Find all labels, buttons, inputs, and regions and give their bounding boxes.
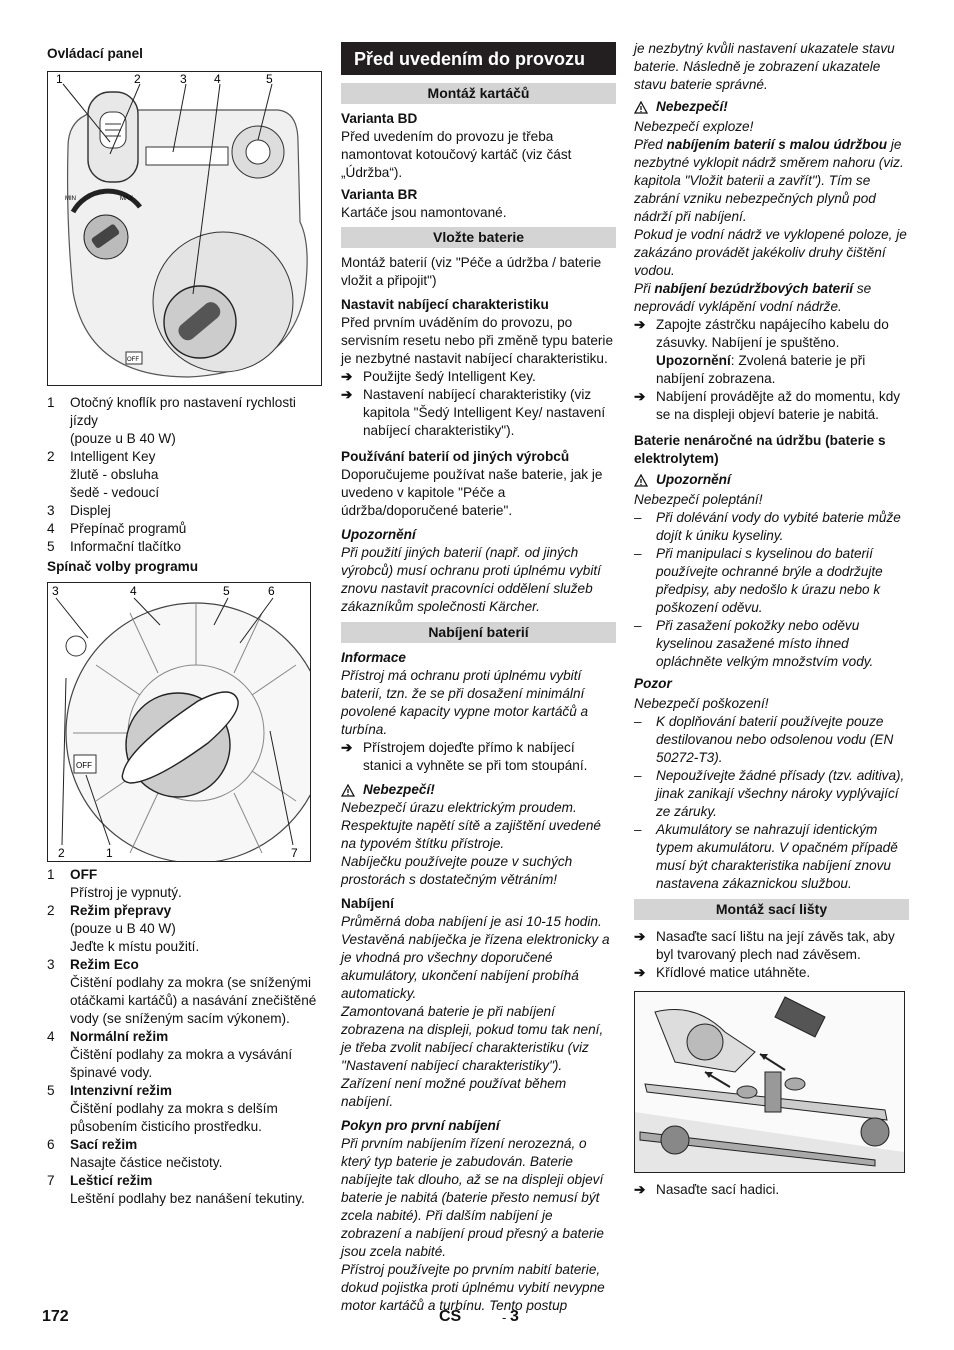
item-text: Displej [70, 503, 111, 518]
dial-min-text: MIN [65, 196, 76, 202]
heading-brush-mount: Montáž kartáčů [341, 83, 616, 104]
dash-text: Akumulátory se nahrazují identickým typem akumulátoru. V opačném případě musí být charakteristika nabíjení znovu nastavena zákaznickou službou. [656, 822, 898, 891]
step-text: Nasaďte sací lištu na její závěs tak, aby byl tvarovaný plech nad závěsem. [656, 929, 895, 962]
arrow-icon: ➔ [634, 965, 646, 980]
arrow-icon: ➔ [634, 929, 646, 944]
item-number: 4 [47, 521, 55, 536]
item-number [47, 1046, 70, 1082]
list-item [47, 884, 322, 902]
item-number: 6 [47, 1137, 55, 1152]
danger-text-1: Nebezpečí úrazu elektrickým proudem. Respektujte napětí sítě a zajištění uvedené na typovém štítku přístroje. [341, 800, 601, 851]
caution-title: Upozornění [656, 472, 731, 487]
warning-triangle-icon [634, 474, 648, 487]
explosion-danger-title: Nebezpečí! [656, 99, 728, 114]
list-item [47, 956, 322, 974]
fig2-label-bottom-7: 7 [291, 846, 298, 860]
item-text: žlutě - obsluha [70, 467, 159, 482]
list-item [47, 394, 322, 430]
item-number [47, 484, 70, 502]
footer-separator: - [502, 1310, 507, 1325]
item-title: Intenzivní režim [70, 1083, 172, 1098]
fig2-label-top-4: 4 [130, 584, 137, 598]
charging-text-2: Zamontovaná baterie je při nabíjení zobrazena na displeji, pokud tomu tak není, je třeba zvolit nabíjecí charakteristiku (viz "Nastavení nabíjecí charakteristiky"). [341, 1004, 604, 1073]
section-page-number: 3 [510, 1308, 519, 1325]
dash-text: Nepoužívejte žádné přísady (tzv. aditiva), jinak zanikají všechny nároky vyplývající ze záruky. [656, 768, 905, 819]
fig2-label-bottom-2: 2 [58, 846, 65, 860]
pozor-title: Pozor [634, 676, 672, 691]
charge-until-step: ➔ Nabíjení provádějte až do momentu, kdy se na displeji objeví baterie je nabitá. [634, 389, 901, 422]
danger-heading [341, 781, 616, 799]
warning-triangle-icon [634, 101, 648, 114]
charging-text-3: Zařízení není možné používat během nabíjení. [341, 1076, 567, 1109]
item-text: Čištění podlahy za mokra s delším působením čisticího prostředku. [70, 1101, 278, 1134]
first-charge-title: Pokyn pro první nabíjení [341, 1118, 500, 1133]
item-title: Sací režim [70, 1137, 138, 1152]
caution-text: Nebezpečí poleptání! [634, 492, 763, 507]
list-item [47, 520, 322, 538]
list-item [47, 902, 322, 920]
variant-br-text: Kartáče jsou namontované. [341, 205, 507, 220]
item-title: Režim přepravy [70, 903, 172, 918]
list-item [47, 1082, 322, 1100]
list-item [47, 938, 322, 956]
variant-bd-title: Varianta BD [341, 111, 418, 126]
item-number: 5 [47, 539, 55, 554]
charge-char-text: Před prvním uváděním do provozu, po servisním resetu nebo při změně typu baterie je nezbytné nastavit nabíjecí charakteristiku. [341, 315, 614, 366]
dash-item [634, 545, 909, 617]
item-text: Nasajte částice nečistoty. [70, 1155, 223, 1170]
item-number: 1 [47, 867, 55, 882]
step-text: Použijte šedý Intelligent Key. [363, 369, 536, 384]
list-item [47, 920, 322, 938]
danger-text-2: Nabíječku používejte pouze v suchých prostorách s dostatečným větráním! [341, 854, 573, 887]
caution-heading [634, 471, 909, 489]
dash-text: K doplňování baterií používejte pouze destilovanou nebo odsolenou vodu (EN 50272-T3). [656, 714, 894, 765]
panel-title: Ovládací panel [47, 46, 143, 61]
step-item [634, 964, 909, 982]
charge-char-title: Nastavit nabíjecí charakteristiku [341, 297, 549, 312]
item-text: Přístroj je vypnutý. [70, 885, 182, 900]
pozor-text: Nebezpečí poškození! [634, 696, 769, 711]
list-item [47, 466, 322, 484]
item-text: Otočný knoflík pro nastavení rychlosti jízdy [70, 395, 296, 428]
dash-item [634, 821, 909, 893]
item-number: 1 [47, 395, 55, 410]
dash-item [634, 617, 909, 671]
list-item [47, 448, 322, 466]
item-number [47, 938, 70, 956]
damage-warning-list [634, 713, 909, 893]
dash-item [634, 713, 909, 767]
list-item [47, 430, 322, 448]
squeegee-figure [634, 991, 905, 1173]
step-text: Křídlové matice utáhněte. [656, 965, 811, 980]
low-maintenance-text: Před nabíjením baterií s malou údržbou je nezbytné vyklopit nádrž směrem nahoru (viz. kapitola "Vložit baterii a zavřít"). Tím se zabrání vzniku nebezpečných plynů pod nádrží při nabíjení. [634, 137, 904, 224]
squeegee-steps [634, 928, 909, 982]
explosion-danger-heading [634, 98, 909, 116]
variant-br-title: Varianta BR [341, 187, 418, 202]
item-number: 2 [47, 903, 55, 918]
explosion-danger-text: Nebezpečí exploze! [634, 119, 754, 134]
step-item [634, 928, 909, 964]
item-text: (pouze u B 40 W) [70, 431, 176, 446]
list-item [47, 1028, 322, 1046]
heading-insert-battery: Vložte baterie [341, 227, 616, 248]
item-title: Režim Eco [70, 957, 139, 972]
dash-text: Při manipulaci s kyselinou do baterií používejte ochranné brýle a dodržujte předpisy, aby nedošlo k úrazu nebo k poškození oděvu. [656, 546, 883, 615]
fig1-label-1: 1 [56, 72, 63, 86]
hose-step: ➔ Nasaďte sací hadici. [634, 1182, 780, 1197]
fig2-label-top-6: 6 [268, 584, 275, 598]
fig1-label-2: 2 [134, 72, 141, 86]
step-item [341, 368, 616, 386]
step-item [341, 386, 616, 440]
switch-title: Spínač volby programu [47, 559, 199, 574]
info-title: Informace [341, 650, 406, 665]
program-switch-drawing [48, 583, 310, 861]
item-number [47, 1154, 70, 1172]
variant-bd-text: Před uvedením do provozu je třeba namontovat kotoučový kartáč (viz část „Údržba“). [341, 129, 572, 180]
program-switch-figure [47, 582, 311, 862]
heading-charging: Nabíjení baterií [341, 622, 616, 643]
item-number: 4 [47, 1029, 55, 1044]
page-number: 172 [42, 1308, 69, 1325]
first-charge-text-1: Při prvním nabíjením řízení nerozezná, o který typ baterie je zabudován. Baterie nabíjejte tak dlouho, až se na displeji objeví baterie je nabitá (baterie přesto nemusí být zcela nabité). Při dalším nabíjení je zobrazení a nabíjení proud přesný a baterie jsou zcela nabité. [341, 1136, 604, 1259]
item-number [47, 1190, 70, 1208]
item-number [47, 974, 70, 1028]
acid-warning-list [634, 509, 909, 671]
list-item [47, 1172, 322, 1190]
fig2-label-top-5: 5 [223, 584, 230, 598]
arrow-icon: ➔ [341, 369, 353, 384]
charging-title: Nabíjení [341, 896, 394, 911]
item-number: 3 [47, 957, 55, 972]
dash-bullet: – [634, 714, 642, 729]
item-text: Intelligent Key [70, 449, 156, 464]
item-text: Leštění podlahy bez nanášení tekutiny. [70, 1191, 305, 1206]
note-text: Při použití jiných baterií (např. od jiných výrobců) musí ochranu proti úplnému vybití znovu nastavit pracovníci oddělení služeb zákazníkům společnosti Kärcher. [341, 545, 601, 614]
fig1-label-5: 5 [266, 72, 273, 86]
charge-char-steps [341, 368, 616, 440]
control-panel-drawing [48, 72, 321, 385]
dash-item [634, 509, 909, 545]
info-text: Přístroj má ochranu proti úplnému vybití baterií, tzn. že se při dosažení minimální povolené kapacity vypne motor kartáčů a turbína. [341, 668, 589, 737]
step-text: Nastavení nabíjecí charakteristiky (viz kapitola "Šedý Intelligent Key/ nastavení nabíjecí charakteristiky"). [363, 387, 606, 438]
language-code: CS [439, 1308, 462, 1325]
item-text: (pouze u B 40 W) [70, 921, 176, 936]
other-battery-title: Používání baterií od jiných výrobců [341, 449, 570, 464]
tilt-warning-text: Pokud je vodní nádrž ve vyklopené poloze, je zakázáno provádět jakékoliv druhy čištění vodou. [634, 227, 907, 278]
squeegee-drawing [635, 992, 904, 1172]
list-item [47, 974, 322, 1028]
warning-triangle-icon [341, 784, 355, 797]
fig2-off-text: OFF [76, 761, 92, 770]
arrow-icon: ➔ [341, 387, 353, 402]
dash-item [634, 767, 909, 821]
item-number [47, 430, 70, 448]
list-item [47, 1100, 322, 1136]
item-number [47, 1100, 70, 1136]
dash-bullet: – [634, 822, 642, 837]
heading-squeegee-mount: Montáž sací lišty [634, 899, 909, 920]
dash-text: Při zasažení pokožky nebo oděvu kyselinou zasažené místo ihned opláchněte velkým množstvím vody. [656, 618, 874, 669]
first-charge-text-2: Přístroj používejte po prvním nabití baterie, dokud pojistka proti úplnému vybití nevypne motor kartáčů a turbínu. Tento postup [341, 1262, 605, 1313]
item-text: Přepínač programů [70, 521, 187, 536]
item-title: Normální režim [70, 1029, 169, 1044]
fig1-off-text: OFF [127, 357, 139, 363]
info-step: ➔ Přístrojem dojeďte přímo k nabíjecí stanici a vyhněte se při tom stoupání. [341, 740, 588, 773]
battery-mount-text: Montáž baterií (viz "Péče a údržba / baterie vložit a připojit") [341, 255, 602, 288]
column-right [634, 40, 909, 1199]
other-battery-text: Doporučujeme používat naše baterie, jak je uvedeno v kapitole "Péče a údržba/doporučené baterie". [341, 467, 603, 518]
list-item [47, 502, 322, 520]
item-text: Čištění podlahy za mokra a vysávání špinavé vody. [70, 1047, 293, 1080]
item-text: Čištění podlahy za mokra (se sníženými otáčkami kartáčů) a nasávání znečištěné vody (se sníženým sacím výkonem). [70, 975, 317, 1026]
plug-step: ➔ Zapojte zástrčku napájecího kabelu do zásuvky. Nabíjení je spuštěno. Upozornění: Zvolená baterie je při nabíjení zobrazena. [634, 317, 889, 386]
program-list [47, 866, 322, 1208]
column-middle [341, 40, 616, 1315]
dash-bullet: – [634, 768, 642, 783]
note-title: Upozornění [341, 527, 416, 542]
item-number: 7 [47, 1173, 55, 1188]
control-panel-figure [47, 71, 322, 386]
dash-bullet: – [634, 546, 642, 561]
item-text: šedě - vedoucí [70, 485, 160, 500]
control-list [47, 394, 322, 556]
charging-text-1: Průměrná doba nabíjení je asi 10-15 hodin. Vestavěná nabíječka je řízena elektronicky a je vhodná pro všechny doporučené akumulátory, ukončení nabíjení probíhá automaticky. [341, 914, 610, 1001]
danger-title: Nebezpečí! [363, 782, 435, 797]
list-item [47, 1136, 322, 1154]
dash-text: Při dolévání vody do vybité baterie může dojít k úniku kyseliny. [656, 510, 901, 543]
fig1-label-3: 3 [180, 72, 187, 86]
maintenance-free-text: Při nabíjení bezúdržbových baterií se neprovádí vyklápění vodní nádrže. [634, 281, 872, 314]
item-text: Informační tlačítko [70, 539, 182, 554]
arrow-icon: ➔ [634, 1182, 646, 1197]
list-item [47, 1154, 322, 1172]
dash-bullet: – [634, 510, 642, 525]
item-text: Jeďte k místu použití. [70, 939, 200, 954]
arrow-icon: ➔ [341, 740, 353, 755]
section-title: Před uvedením do provozu [341, 42, 616, 75]
column-left [47, 40, 322, 1208]
list-item [47, 1046, 322, 1082]
item-number: 2 [47, 449, 55, 464]
item-number [47, 884, 70, 902]
list-item [47, 484, 322, 502]
item-number: 3 [47, 503, 55, 518]
fig1-label-4: 4 [214, 72, 221, 86]
dial-max-text: MAX [120, 196, 134, 202]
wet-battery-title: Baterie nenáročné na údržbu (baterie s elektrolytem) [634, 433, 886, 466]
arrow-icon: ➔ [634, 317, 646, 332]
fig2-label-top-3: 3 [52, 584, 59, 598]
dash-bullet: – [634, 618, 642, 633]
list-item [47, 538, 322, 556]
list-item [47, 1190, 322, 1208]
item-title: Lešticí režim [70, 1173, 153, 1188]
item-number: 5 [47, 1083, 55, 1098]
continued-text: je nezbytný kvůli nastavení ukazatele stavu baterie. Následně je zobrazení ukazatele stavu baterie správné. [634, 41, 895, 92]
list-item [47, 866, 322, 884]
item-number [47, 466, 70, 484]
fig2-label-bottom-1: 1 [106, 846, 113, 860]
arrow-icon: ➔ [634, 389, 646, 404]
item-title: OFF [70, 867, 98, 882]
item-number [47, 920, 70, 938]
